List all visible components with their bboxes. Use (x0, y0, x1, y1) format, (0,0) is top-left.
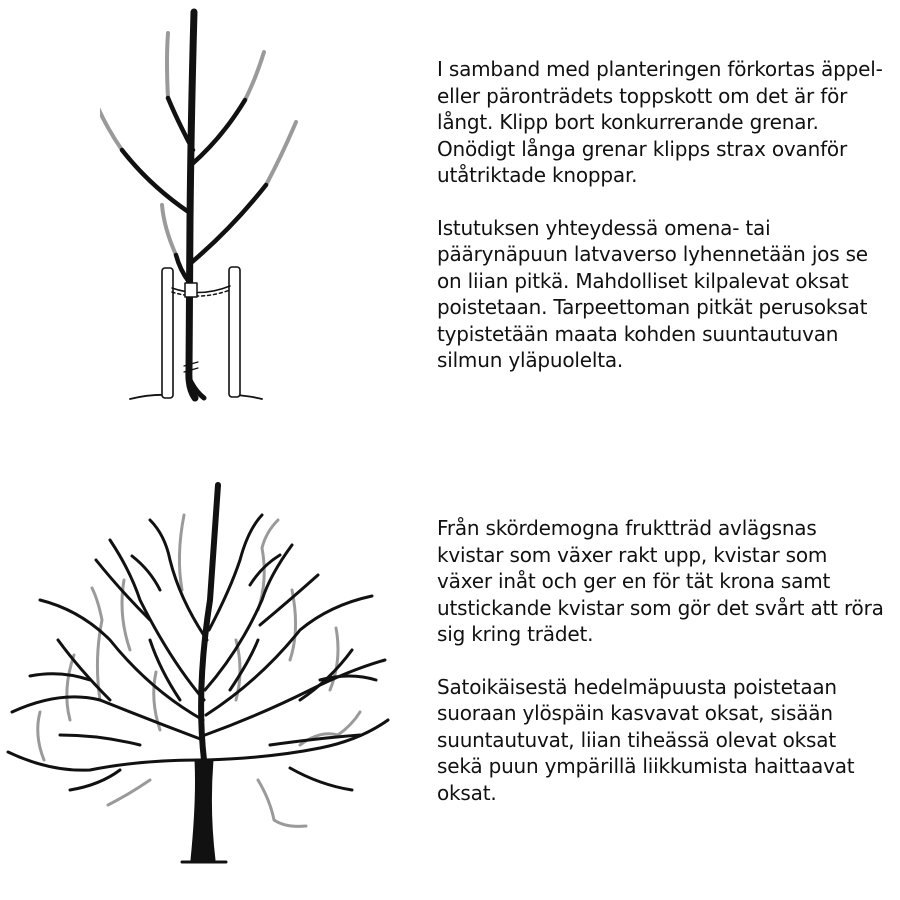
mature-tree-pruning-illustration (0, 478, 400, 870)
tree-trunk (189, 12, 195, 398)
pruned-branch-marks (100, 33, 296, 255)
swedish-paragraph-2: Från skördemogna fruktträd avlägsnas kvistar som växer rakt upp, kvistar som växer inåt och ger en för tät krona samt utstickande kvistar som gör det svårt att röra sig kring trädet. (437, 516, 884, 646)
mature-tree-text (437, 515, 887, 806)
tree-trunk (192, 760, 214, 860)
finnish-paragraph-1: Istutuksen yhteydessä omena- tai päärynäpuun latvaverso lyhennetään jos se on liian pitkä. Mahdolliset kilpalevat oksat poistetaan. Tarpeettoman pitkät perusoksat typistetään maata kohden suuntautuvan silmun yläpuolelta. (437, 215, 868, 372)
finnish-paragraph-2: Satoikäisestä hedelmäpuusta poistetaan suoraan ylöspäin kasvavat oksat, sisään suuntautuvat, liian tiheässä olevat oksat sekä puun ympärillä liikkumista haittaavat oksat. (437, 674, 855, 805)
young-tree-pruning-illustration (100, 5, 320, 405)
tree-tie (172, 283, 230, 372)
swedish-paragraph-1: I samband med planteringen förkortas äppel- eller päronträdets toppskott om det är för långt. Klipp bort konkurrerande grenar. Onödigt långa grenar klipps strax ovanför utåtriktade knoppar. (437, 57, 883, 187)
young-tree-text (437, 56, 887, 374)
tree-branches (8, 485, 388, 790)
